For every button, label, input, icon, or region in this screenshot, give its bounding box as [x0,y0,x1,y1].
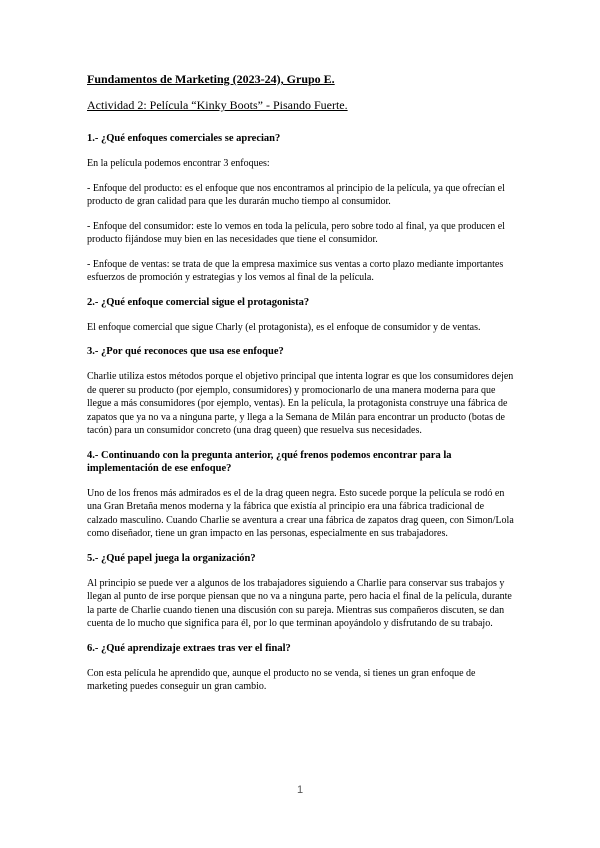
question-heading-5: 5.- ¿Qué papel juega la organización? [87,552,256,564]
question-heading-4: 4.- Continuando con la pregunta anterior, ¿qué frenos podemos encontrar para la implementación de ese enfoque? [87,449,452,474]
answer-paragraph: En la película podemos encontrar 3 enfoques: [87,158,270,169]
answer-paragraph: Con esta película he aprendido que, aunque el producto no se venda, si tienes un gran enfoque de marketing puedes conseguir un gran cambio. [87,667,476,692]
question-heading-6: 6.- ¿Qué aprendizaje extraes tras ver el final? [87,642,291,654]
answer-paragraph: - Enfoque del consumidor: este lo vemos en toda la película, pero sobre todo al final, ya que producen el producto fijándose muy bien en las necesidades que tiene el consumidor. [87,220,505,245]
answer-paragraph: - Enfoque del producto: es el enfoque que nos encontramos al principio de la película, ya que ofrecían el producto de gran calidad para que les durarán mucho tiempo al consumidor. [87,182,505,207]
answer-paragraph: Charlie utiliza estos métodos porque el objetivo principal que intenta lograr es que los consumidores dejen de querer su producto (por ejemplo, consumidores) y promocionarlo de una manera moderna para que llegue a más consumidores (por ejemplo, ventas). En la película, la protagonista construye una fábrica de zapatos que ya no va a ninguna parte, y llega a la Semana de Milán para encontrar un producto (botas de tacón) para un consumidor concreto (una drag queen) que resuelva sus necesidades. [87,371,514,436]
document-title: Fundamentos de Marketing (2023-24), Grupo E. [87,72,335,86]
sections-container [87,132,517,694]
question-heading-2: 2.- ¿Qué enfoque comercial sigue el protagonista? [87,296,310,308]
answer-paragraph: Uno de los frenos más admirados es el de la drag queen negra. Esto sucede porque la película se rodó en una Gran Bretaña menos moderna y la fábrica que existía al principio era una fábrica tradicional de calzado masculino. Cuando Charlie se aventura a crear una fábrica de zapatos drag queen, con Simon/Lola como diseñador, tiene un gran impacto en las personas, especialmente en sus trabajadores. [87,487,514,539]
question-heading-3: 3.- ¿Por qué reconoces que usa ese enfoque? [87,346,284,357]
document-subtitle: Actividad 2: Película “Kinky Boots” - Pisando Fuerte. [87,98,348,112]
answer-paragraph: Al principio se puede ver a algunos de los trabajadores siguiendo a Charlie para conservar sus trabajos y llegan al punto de irse porque piensan que no va a ninguna parte, pero hacia el final de la película, durante la parte de Charlie cuando tienen una discusión con su pareja. Mientras sus compañeros discuten, se dan cuenta de lo mucho que significa para él, por lo que terminan apoyándolo y disfrutando de su trabajo. [87,577,512,629]
document-page [87,72,517,705]
page-number: 1 [296,784,304,796]
answer-paragraph: - Enfoque de ventas: se trata de que la empresa maximice sus ventas a corto plazo mediante importantes esfuerzos de promoción y estrategias y los vemos al final de la película. [87,258,504,283]
answer-paragraph: El enfoque comercial que sigue Charly (el protagonista), es el enfoque de consumidor y de ventas. [87,321,481,333]
question-heading-1: 1.- ¿Qué enfoques comerciales se aprecian? [87,133,281,144]
